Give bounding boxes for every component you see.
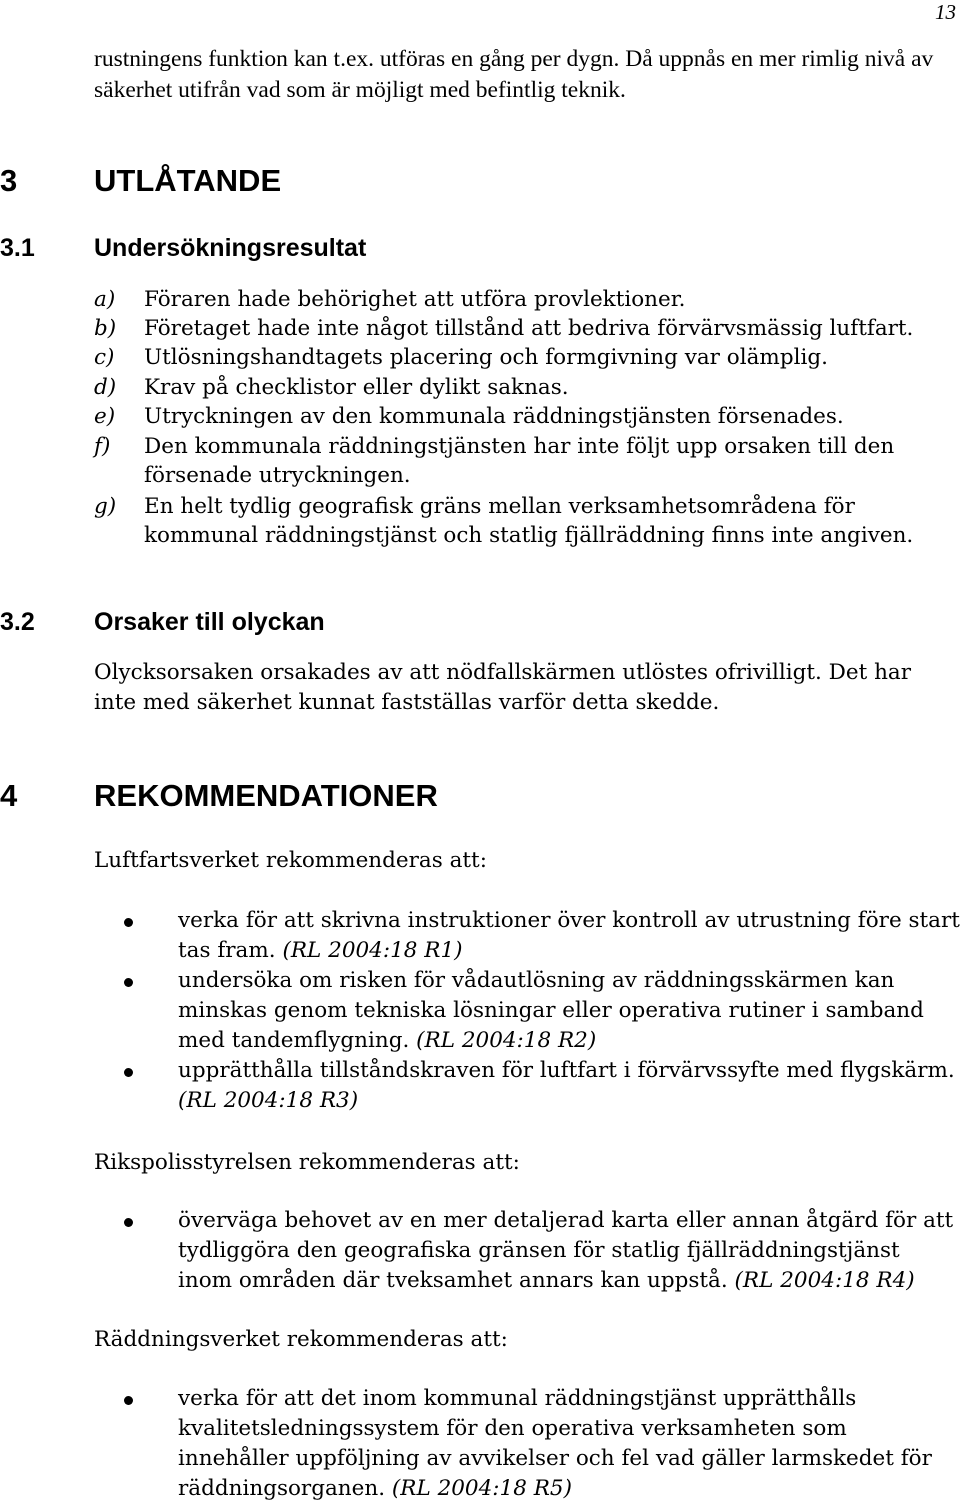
section-title: Undersökningsresultat: [94, 234, 367, 262]
finding-g: [94, 492, 960, 550]
recommendation-text: verka för att det inom kommunal räddningstjänst upprätthålls kvalitetsledningssystem för den operativa verksamheten som innehåller uppföljning av avvikelser och fel vad gäller larmskedet för räddningsorganen.: [178, 1386, 932, 1501]
recommendation-text: upprätthålla tillståndskraven för luftfart i förvärvssyfte med flygskärm.: [178, 1058, 955, 1083]
page-number: 13: [935, 0, 956, 24]
finding-b: [94, 314, 960, 343]
section-3-2-text: Olycksorsaken orsakades av att nödfallskärmen utlöstes ofrivilligt. Det har inte med säkerhet kunnat fastställas varför detta skedde.: [94, 660, 912, 715]
finding-letter: c): [94, 345, 115, 370]
bullet-icon: [124, 1068, 133, 1077]
recommendation-item: [130, 1056, 960, 1116]
recommendation-ref: (RL 2004:18 R5): [391, 1476, 572, 1501]
section-number: 3.1: [0, 234, 35, 262]
finding-text: Företaget hade inte något tillstånd att bedriva förvärvsmässig luftfart.: [144, 316, 914, 341]
finding-d: [94, 373, 960, 402]
recommendation-intro: Rikspolisstyrelsen rekommenderas att:: [94, 1150, 520, 1175]
finding-text: Den kommunala räddningstjänsten har inte följt upp orsaken till den försenade utryckningen.: [144, 434, 895, 488]
finding-text: Utryckningen av den kommunala räddningstjänsten försenades.: [144, 404, 844, 429]
section-number: 3.2: [0, 608, 35, 636]
finding-text: Föraren hade behörighet att utföra provlektioner.: [144, 287, 686, 312]
finding-letter: g): [94, 494, 117, 519]
section-number: 3: [0, 163, 18, 198]
recommendation-ref: (RL 2004:18 R1): [282, 938, 463, 963]
finding-text: Utlösningshandtagets placering och formgivning var olämplig.: [144, 345, 828, 370]
recommendation-ref: (RL 2004:18 R3): [178, 1088, 359, 1113]
bullet-icon: [124, 1218, 133, 1227]
finding-letter: b): [94, 316, 117, 341]
recommendation-item: [130, 1206, 960, 1296]
finding-c: [94, 343, 960, 372]
section-title: REKOMMENDATIONER: [94, 778, 438, 813]
recommendation-text: verka för att skrivna instruktioner över kontroll av utrustning före start tas fram.: [178, 908, 960, 963]
recommendation-text: överväga behovet av en mer detaljerad karta eller annan åtgärd för att tydliggöra den geografiska gränsen för statlig fjällräddningstjänst inom områden där tveksamhet annars kan uppstå.: [178, 1208, 954, 1293]
finding-letter: a): [94, 287, 116, 312]
finding-letter: f): [94, 434, 111, 459]
finding-text: En helt tydlig geografisk gräns mellan verksamhetsområdena för kommunal räddningstjänst och statlig fjällräddning finns inte angiven.: [144, 494, 914, 548]
finding-text: Krav på checklistor eller dylikt saknas.: [144, 375, 569, 400]
recommendation-ref: (RL 2004:18 R2): [416, 1028, 597, 1053]
recommendation-ref: (RL 2004:18 R4): [734, 1268, 915, 1293]
recommendation-list: [130, 1206, 960, 1296]
recommendation-intro: Luftfartsverket rekommenderas att:: [94, 848, 487, 873]
finding-e: [94, 402, 960, 431]
recommendation-item: [130, 1384, 960, 1504]
finding-letter: e): [94, 404, 116, 429]
bullet-icon: [124, 978, 133, 987]
recommendation-item: [130, 966, 960, 1056]
finding-a: [94, 285, 960, 314]
section-title: UTLÅTANDE: [94, 163, 282, 198]
recommendation-list: [130, 1384, 960, 1504]
section-title: Orsaker till olyckan: [94, 608, 325, 636]
bullet-icon: [124, 1396, 133, 1405]
finding-f: [94, 432, 960, 490]
recommendation-text: undersöka om risken för vådautlösning av räddningsskärmen kan minskas genom tekniska lösningar eller operativa rutiner i samband med tandemflygning.: [178, 968, 924, 1053]
section-number: 4: [0, 778, 18, 813]
bullet-icon: [124, 918, 133, 927]
recommendation-list: [130, 906, 960, 1116]
intro-paragraph: rustningens funktion kan t.ex. utföras en gång per dygn. Då uppnås en mer rimlig nivå av säkerhet utifrån vad som är möjligt med befintlig teknik.: [94, 46, 934, 103]
recommendation-intro: Räddningsverket rekommenderas att:: [94, 1327, 508, 1352]
recommendation-item: [130, 906, 960, 966]
finding-letter: d): [94, 375, 117, 400]
